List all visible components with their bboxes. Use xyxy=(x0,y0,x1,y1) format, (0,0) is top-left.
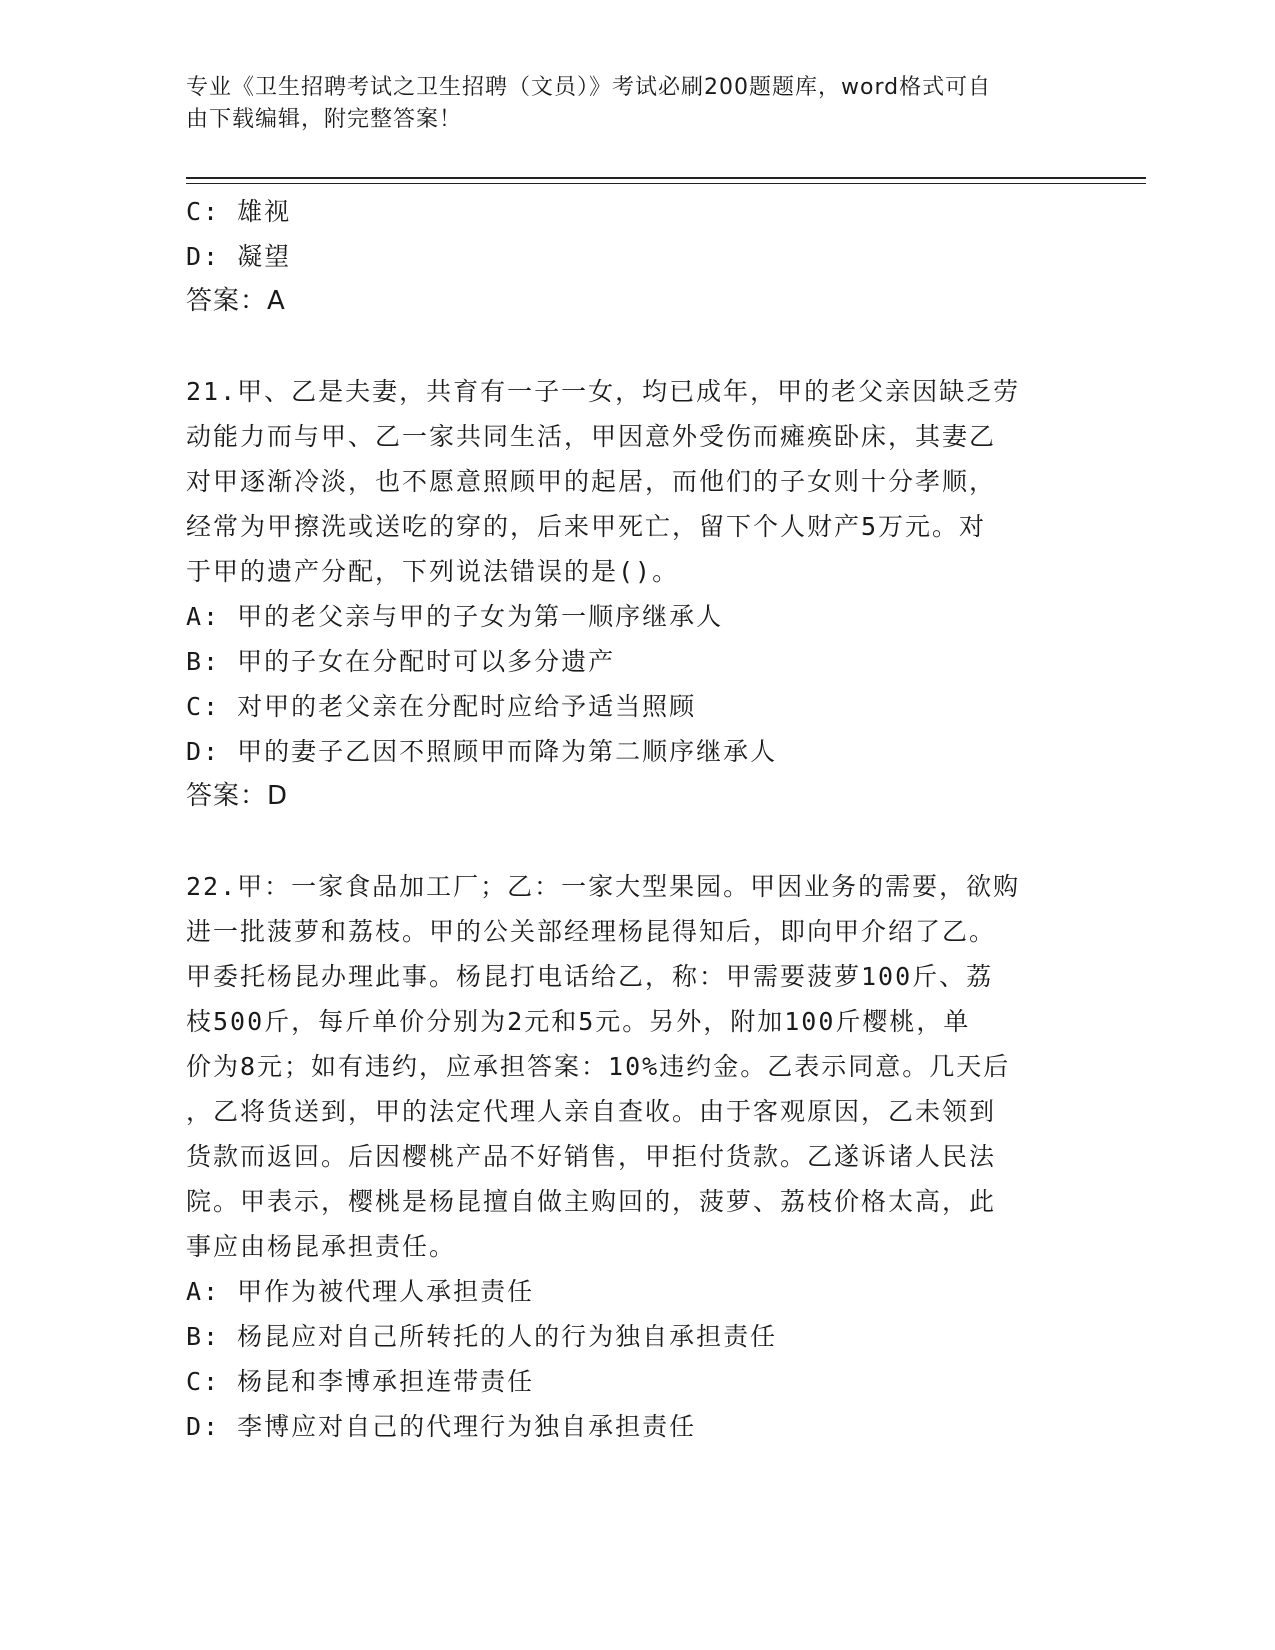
header-divider-thin xyxy=(186,183,1146,184)
header-divider-thick xyxy=(186,177,1146,179)
question-stem-line: 甲委托杨昆办理此事。杨昆打电话给乙，称：甲需要菠萝100斤、荔 xyxy=(186,962,994,991)
question-22 xyxy=(186,864,1086,1449)
option-a: A: 甲的老父亲与甲的子女为第一顺序继承人 xyxy=(186,602,724,631)
question-stem-line: 于甲的遗产分配，下列说法错误的是()。 xyxy=(186,557,680,586)
prev-question xyxy=(186,189,1086,324)
question-stem-line: 进一批菠萝和荔枝。甲的公关部经理杨昆得知后，即向甲介绍了乙。 xyxy=(186,917,997,946)
option-d: D: 凝望 xyxy=(186,242,292,271)
question-stem-line: 22.甲：一家食品加工厂；乙：一家大型果园。甲因业务的需要，欲购 xyxy=(186,872,1021,901)
question-stem-line: 院。甲表示，樱桃是杨昆擅自做主购回的，菠萝、荔枝价格太高，此 xyxy=(186,1187,997,1216)
answer-line: 答案：D xyxy=(186,781,289,811)
option-d: D: 李博应对自己的代理行为独自承担责任 xyxy=(186,1412,697,1441)
spacer xyxy=(186,819,1086,864)
question-stem-line: 价为8元；如有违约，应承担答案：10%违约金。乙表示同意。几天后 xyxy=(186,1052,1011,1081)
answer-line: 答案：A xyxy=(186,286,286,316)
question-stem-line: 货款而返回。后因樱桃产品不好销售，甲拒付货款。乙遂诉诸人民法 xyxy=(186,1142,997,1171)
option-c: C: 雄视 xyxy=(186,197,292,226)
option-c: C: 杨昆和李博承担连带责任 xyxy=(186,1367,535,1396)
question-stem-line: 对甲逐渐冷淡，也不愿意照顾甲的起居，而他们的子女则十分孝顺， xyxy=(186,467,997,496)
option-b: B: 甲的子女在分配时可以多分遗产 xyxy=(186,647,616,676)
question-stem-line: ，乙将货送到，甲的法定代理人亲自查收。由于客观原因，乙未领到 xyxy=(186,1097,997,1126)
header-title-line-1: 专业《卫生招聘考试之卫生招聘（文员）》考试必刷200题题库，word格式可自 xyxy=(186,75,992,100)
option-c: C: 对甲的老父亲在分配时应给予适当照顾 xyxy=(186,692,697,721)
document-body xyxy=(186,189,1086,1449)
option-b: B: 杨昆应对自己所转托的人的行为独自承担责任 xyxy=(186,1322,778,1351)
spacer xyxy=(186,324,1086,369)
question-stem-line: 21.甲、乙是夫妻，共育有一子一女，均已成年，甲的老父亲因缺乏劳 xyxy=(186,377,1021,406)
question-stem-line: 枝500斤，每斤单价分别为2元和5元。另外，附加100斤樱桃，单 xyxy=(186,1007,971,1036)
document-header xyxy=(186,72,1066,136)
question-stem-line: 事应由杨昆承担责任。 xyxy=(186,1232,457,1261)
question-stem-line: 动能力而与甲、乙一家共同生活，甲因意外受伤而瘫痪卧床，其妻乙 xyxy=(186,422,997,451)
question-21 xyxy=(186,369,1086,819)
option-a: A: 甲作为被代理人承担责任 xyxy=(186,1277,535,1306)
header-title-line-2: 由下载编辑，附完整答案！ xyxy=(186,107,463,132)
question-stem-line: 经常为甲擦洗或送吃的穿的，后来甲死亡，留下个人财产5万元。对 xyxy=(186,512,987,541)
option-d: D: 甲的妻子乙因不照顾甲而降为第二顺序继承人 xyxy=(186,737,778,766)
